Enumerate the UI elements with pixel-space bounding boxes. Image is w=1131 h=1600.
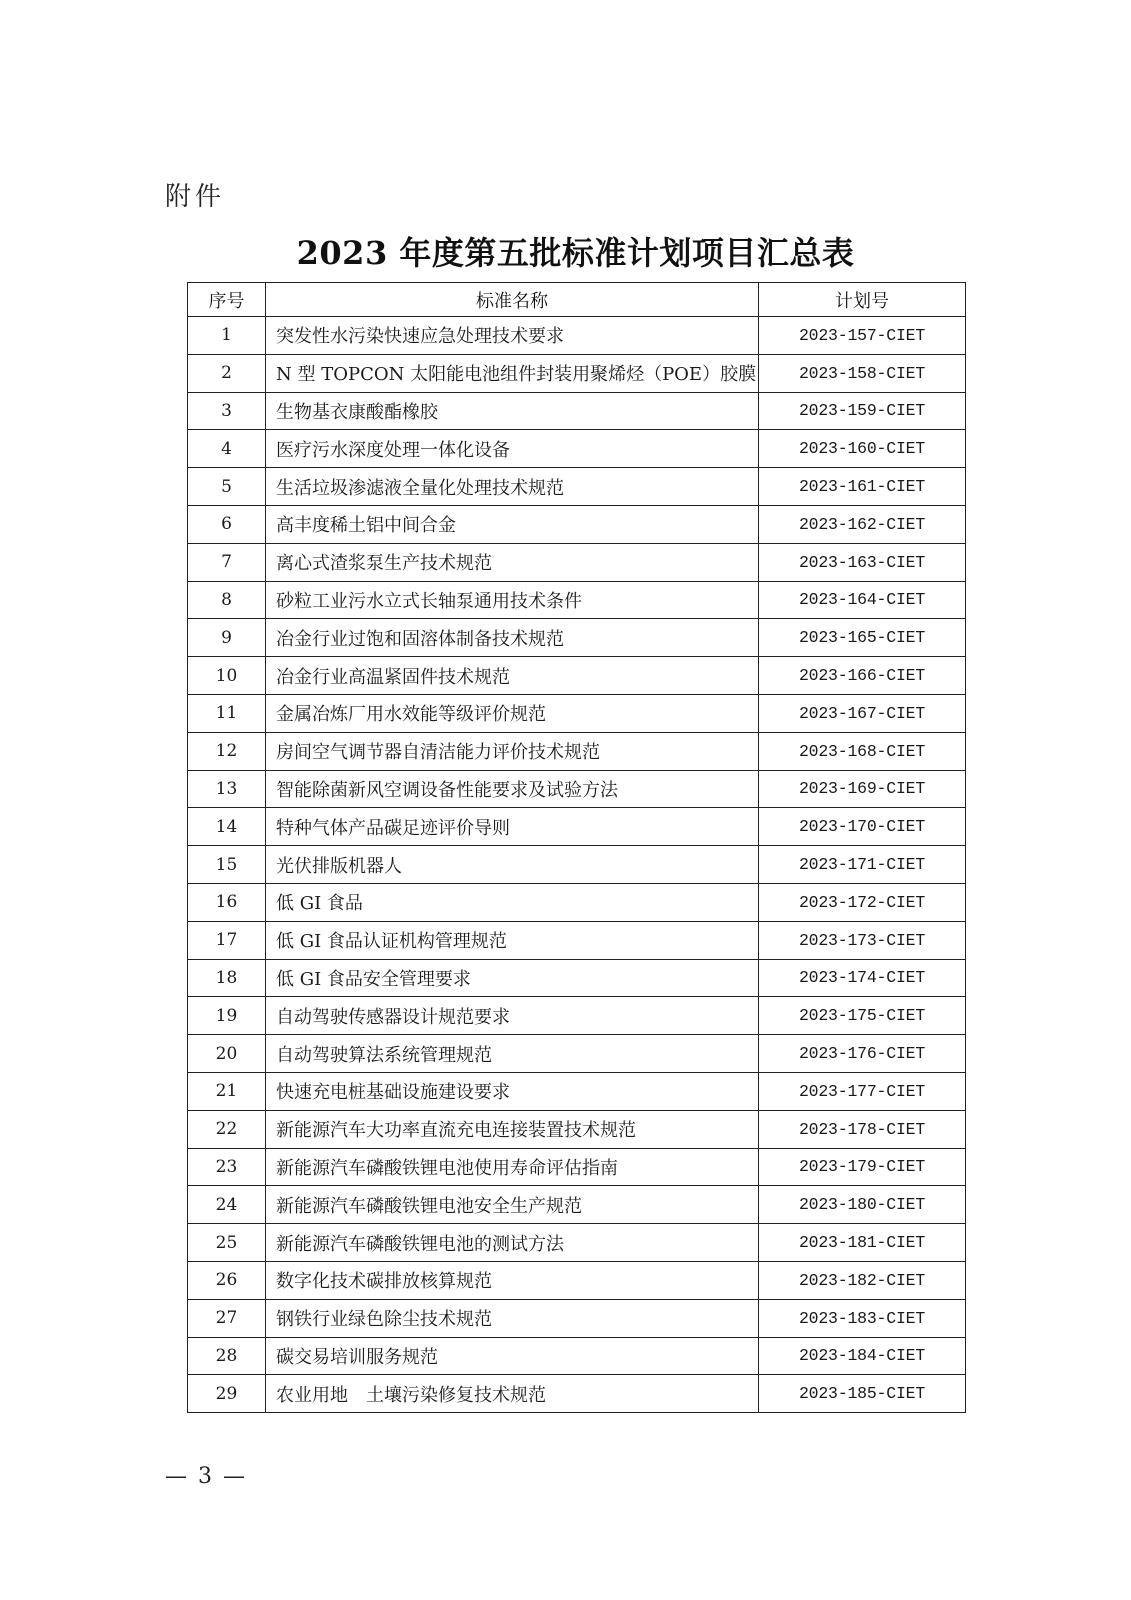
row-index: 7 xyxy=(188,543,266,581)
table-row xyxy=(188,846,966,884)
row-standard-name: 低 GI 食品认证机构管理规范 xyxy=(266,921,759,959)
row-standard-name: 光伏排版机器人 xyxy=(266,846,759,884)
row-plan-number: 2023-166-CIET xyxy=(759,657,966,695)
row-plan-number: 2023-182-CIET xyxy=(759,1261,966,1299)
row-plan-number: 2023-184-CIET xyxy=(759,1337,966,1375)
row-index: 4 xyxy=(188,430,266,468)
row-standard-name: 新能源汽车大功率直流充电连接装置技术规范 xyxy=(266,1110,759,1148)
page-number: — 3 — xyxy=(165,1464,247,1489)
table-row xyxy=(188,1375,966,1413)
row-index: 29 xyxy=(188,1375,266,1413)
row-index: 12 xyxy=(188,732,266,770)
row-index: 25 xyxy=(188,1224,266,1262)
row-plan-number: 2023-158-CIET xyxy=(759,354,966,392)
row-index: 23 xyxy=(188,1148,266,1186)
table-row xyxy=(188,883,966,921)
row-plan-number: 2023-183-CIET xyxy=(759,1299,966,1337)
table-row xyxy=(188,1186,966,1224)
attachment-label: 附件 xyxy=(165,182,226,212)
row-plan-number: 2023-181-CIET xyxy=(759,1224,966,1262)
table-row xyxy=(188,1224,966,1262)
table-row xyxy=(188,392,966,430)
row-standard-name: 自动驾驶算法系统管理规范 xyxy=(266,1035,759,1073)
row-index: 6 xyxy=(188,505,266,543)
row-standard-name: 房间空气调节器自清洁能力评价技术规范 xyxy=(266,732,759,770)
row-standard-name: 低 GI 食品安全管理要求 xyxy=(266,959,759,997)
table-row xyxy=(188,543,966,581)
row-index: 1 xyxy=(188,317,266,355)
row-plan-number: 2023-163-CIET xyxy=(759,543,966,581)
row-standard-name: 新能源汽车磷酸铁锂电池使用寿命评估指南 xyxy=(266,1148,759,1186)
row-plan-number: 2023-172-CIET xyxy=(759,883,966,921)
row-plan-number: 2023-167-CIET xyxy=(759,694,966,732)
row-standard-name: 智能除菌新风空调设备性能要求及试验方法 xyxy=(266,770,759,808)
header-index: 序号 xyxy=(188,283,266,317)
row-index: 2 xyxy=(188,354,266,392)
table-row xyxy=(188,581,966,619)
row-plan-number: 2023-162-CIET xyxy=(759,505,966,543)
row-index: 11 xyxy=(188,694,266,732)
standards-plan-table xyxy=(187,282,966,1413)
row-standard-name: 医疗污水深度处理一体化设备 xyxy=(266,430,759,468)
row-plan-number: 2023-168-CIET xyxy=(759,732,966,770)
row-plan-number: 2023-159-CIET xyxy=(759,392,966,430)
table-row xyxy=(188,1337,966,1375)
table-row xyxy=(188,1148,966,1186)
row-index: 28 xyxy=(188,1337,266,1375)
row-standard-name: 农业用地 土壤污染修复技术规范 xyxy=(266,1375,759,1413)
table-row xyxy=(188,619,966,657)
row-standard-name: 金属冶炼厂用水效能等级评价规范 xyxy=(266,694,759,732)
table-body xyxy=(188,317,966,1413)
row-index: 21 xyxy=(188,1072,266,1110)
row-index: 8 xyxy=(188,581,266,619)
row-index: 20 xyxy=(188,1035,266,1073)
row-index: 9 xyxy=(188,619,266,657)
table-row xyxy=(188,505,966,543)
document-title: 2023 年度第五批标准计划项目汇总表 xyxy=(296,234,855,272)
row-plan-number: 2023-157-CIET xyxy=(759,317,966,355)
row-plan-number: 2023-169-CIET xyxy=(759,770,966,808)
row-index: 22 xyxy=(188,1110,266,1148)
table-header-row xyxy=(188,283,966,317)
row-index: 27 xyxy=(188,1299,266,1337)
table-row xyxy=(188,997,966,1035)
row-plan-number: 2023-177-CIET xyxy=(759,1072,966,1110)
table-row xyxy=(188,657,966,695)
row-standard-name: 生物基衣康酸酯橡胶 xyxy=(266,392,759,430)
row-standard-name: N 型 TOPCON 太阳能电池组件封装用聚烯烃（POE）胶膜 xyxy=(266,354,759,392)
table-row xyxy=(188,732,966,770)
header-plan-no: 计划号 xyxy=(759,283,966,317)
header-name: 标准名称 xyxy=(266,283,759,317)
row-standard-name: 快速充电桩基础设施建设要求 xyxy=(266,1072,759,1110)
table-row xyxy=(188,694,966,732)
row-standard-name: 低 GI 食品 xyxy=(266,883,759,921)
row-plan-number: 2023-178-CIET xyxy=(759,1110,966,1148)
row-standard-name: 生活垃圾渗滤液全量化处理技术规范 xyxy=(266,468,759,506)
row-standard-name: 特种气体产品碳足迹评价导则 xyxy=(266,808,759,846)
row-plan-number: 2023-165-CIET xyxy=(759,619,966,657)
row-plan-number: 2023-185-CIET xyxy=(759,1375,966,1413)
row-standard-name: 新能源汽车磷酸铁锂电池安全生产规范 xyxy=(266,1186,759,1224)
row-plan-number: 2023-179-CIET xyxy=(759,1148,966,1186)
row-plan-number: 2023-175-CIET xyxy=(759,997,966,1035)
table-row xyxy=(188,808,966,846)
table-row xyxy=(188,354,966,392)
row-standard-name: 自动驾驶传感器设计规范要求 xyxy=(266,997,759,1035)
table-row xyxy=(188,959,966,997)
row-standard-name: 碳交易培训服务规范 xyxy=(266,1337,759,1375)
row-index: 15 xyxy=(188,846,266,884)
row-standard-name: 高丰度稀土铝中间合金 xyxy=(266,505,759,543)
row-standard-name: 冶金行业过饱和固溶体制备技术规范 xyxy=(266,619,759,657)
table-row xyxy=(188,1299,966,1337)
row-standard-name: 突发性水污染快速应急处理技术要求 xyxy=(266,317,759,355)
row-plan-number: 2023-170-CIET xyxy=(759,808,966,846)
row-index: 10 xyxy=(188,657,266,695)
table-row xyxy=(188,430,966,468)
row-index: 26 xyxy=(188,1261,266,1299)
table-header xyxy=(188,283,966,317)
row-plan-number: 2023-173-CIET xyxy=(759,921,966,959)
row-index: 17 xyxy=(188,921,266,959)
row-plan-number: 2023-180-CIET xyxy=(759,1186,966,1224)
row-index: 5 xyxy=(188,468,266,506)
row-index: 3 xyxy=(188,392,266,430)
row-index: 13 xyxy=(188,770,266,808)
row-standard-name: 数字化技术碳排放核算规范 xyxy=(266,1261,759,1299)
row-index: 16 xyxy=(188,883,266,921)
row-index: 14 xyxy=(188,808,266,846)
table-row xyxy=(188,921,966,959)
table-row xyxy=(188,770,966,808)
row-plan-number: 2023-164-CIET xyxy=(759,581,966,619)
row-index: 18 xyxy=(188,959,266,997)
row-standard-name: 钢铁行业绿色除尘技术规范 xyxy=(266,1299,759,1337)
table-row xyxy=(188,1072,966,1110)
row-plan-number: 2023-174-CIET xyxy=(759,959,966,997)
row-standard-name: 砂粒工业污水立式长轴泵通用技术条件 xyxy=(266,581,759,619)
table-row xyxy=(188,317,966,355)
row-plan-number: 2023-161-CIET xyxy=(759,468,966,506)
row-standard-name: 冶金行业高温紧固件技术规范 xyxy=(266,657,759,695)
table-row xyxy=(188,468,966,506)
row-index: 24 xyxy=(188,1186,266,1224)
table-row xyxy=(188,1261,966,1299)
row-plan-number: 2023-171-CIET xyxy=(759,846,966,884)
row-plan-number: 2023-160-CIET xyxy=(759,430,966,468)
table-row xyxy=(188,1035,966,1073)
row-plan-number: 2023-176-CIET xyxy=(759,1035,966,1073)
row-standard-name: 离心式渣浆泵生产技术规范 xyxy=(266,543,759,581)
table-row xyxy=(188,1110,966,1148)
row-standard-name: 新能源汽车磷酸铁锂电池的测试方法 xyxy=(266,1224,759,1262)
row-index: 19 xyxy=(188,997,266,1035)
